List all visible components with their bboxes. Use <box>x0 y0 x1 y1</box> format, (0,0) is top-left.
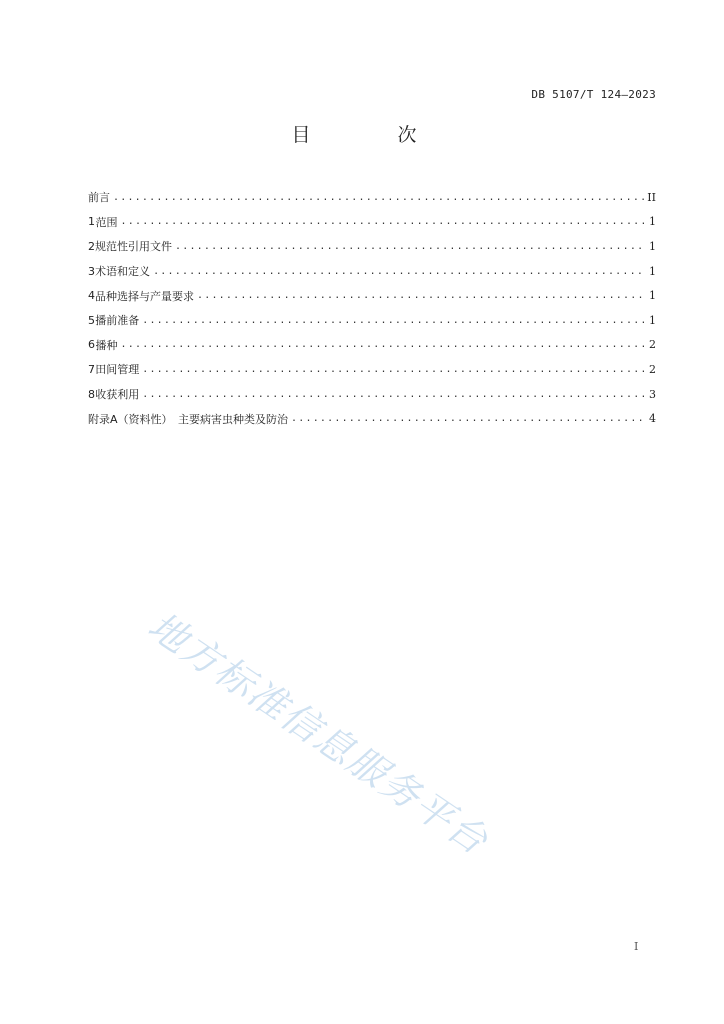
toc-entry-label: 播前准备 <box>95 314 140 328</box>
toc-leader-dots <box>142 389 646 400</box>
toc-entry-page: 2 <box>649 338 656 352</box>
watermark: 地方标准信息服务平台 <box>140 603 497 864</box>
toc-entry-label: 播种 <box>95 338 118 352</box>
toc-entry-page: 1 <box>649 289 656 303</box>
toc-entry-5[interactable] <box>88 308 656 333</box>
toc-leader-dots <box>197 290 646 301</box>
toc-entry-page: 1 <box>649 239 656 253</box>
toc-entry-page: 1 <box>649 215 656 229</box>
toc-entry-2[interactable] <box>88 234 656 259</box>
toc-entry-6[interactable] <box>88 333 656 358</box>
table-of-contents <box>88 185 656 431</box>
toc-entry-number: 4 <box>88 289 95 303</box>
toc-leader-dots <box>142 364 646 375</box>
toc-entry-4[interactable] <box>88 283 656 308</box>
toc-leader-dots <box>113 192 644 203</box>
toc-entry-label: 规范性引用文件 <box>95 240 172 254</box>
page-number: I <box>634 940 639 953</box>
toc-leader-dots <box>142 315 646 326</box>
toc-entry-page: II <box>647 190 656 204</box>
toc-leader-dots <box>121 216 646 227</box>
toc-entry-label: 前言 <box>88 191 110 205</box>
toc-entry-label: 附录A（资料性） 主要病害虫种类及防治 <box>88 412 289 426</box>
toc-leader-dots <box>153 266 646 277</box>
toc-entry-label: 术语和定义 <box>95 265 151 279</box>
toc-entry-page: 3 <box>649 387 656 401</box>
toc-entry-page: 1 <box>649 264 656 278</box>
toc-leader-dots <box>121 339 646 350</box>
page-title: 目 次 <box>291 124 451 146</box>
toc-entry-foreword[interactable] <box>88 185 656 210</box>
toc-entry-number: 3 <box>88 264 95 278</box>
toc-entry-7[interactable] <box>88 357 656 382</box>
toc-entry-number: 5 <box>88 313 95 327</box>
toc-entry-1[interactable] <box>88 210 656 235</box>
toc-entry-3[interactable] <box>88 259 656 284</box>
toc-leader-dots <box>291 413 646 424</box>
toc-entry-number: 7 <box>88 362 95 376</box>
toc-entry-label: 田间管理 <box>95 363 140 377</box>
toc-entry-number: 8 <box>88 387 95 401</box>
toc-entry-number: 1 <box>88 215 95 229</box>
toc-entry-page: 4 <box>649 412 656 426</box>
toc-entry-appendix-a[interactable] <box>88 406 656 431</box>
toc-entry-page: 2 <box>649 362 656 376</box>
toc-entry-page: 1 <box>649 313 656 327</box>
document-code: DB 5107/T 124—2023 <box>531 88 656 101</box>
toc-entry-label: 品种选择与产量要求 <box>95 289 194 303</box>
toc-entry-number: 6 <box>88 338 95 352</box>
toc-entry-label: 范围 <box>95 215 118 229</box>
toc-entry-number: 2 <box>88 239 95 253</box>
toc-leader-dots <box>175 241 646 252</box>
toc-entry-8[interactable] <box>88 382 656 407</box>
toc-entry-label: 收获利用 <box>95 388 140 402</box>
